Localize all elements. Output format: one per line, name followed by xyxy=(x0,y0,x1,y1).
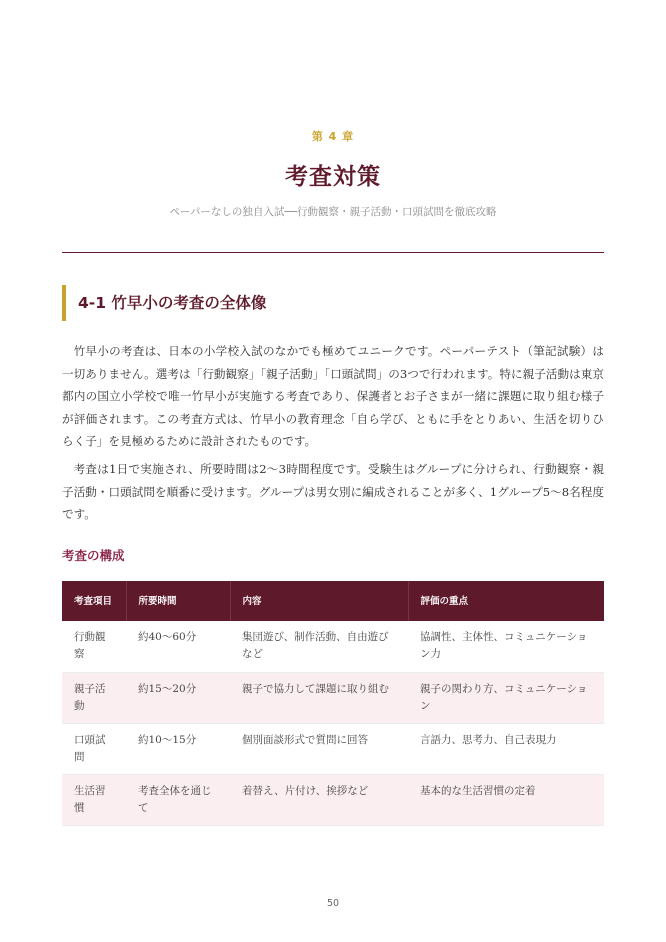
table-cell: 約40〜60分 xyxy=(126,621,230,672)
table-cell: 口頭試問 xyxy=(62,723,126,774)
table-cell: 個別面談形式で質問に回答 xyxy=(230,723,408,774)
table-heading: 考査の構成 xyxy=(62,548,125,563)
column-header: 内容 xyxy=(230,581,408,621)
title-divider xyxy=(62,252,604,253)
table-row xyxy=(62,723,604,774)
table-row xyxy=(62,621,604,672)
chapter-title: 考査対策 xyxy=(285,164,381,190)
column-header: 所要時間 xyxy=(126,581,230,621)
page-number: 50 xyxy=(326,898,340,909)
table-cell: 行動観察 xyxy=(62,621,126,672)
column-header: 考査項目 xyxy=(62,581,126,621)
table-cell: 約10〜15分 xyxy=(126,723,230,774)
table-cell: 言語力、思考力、自己表現力 xyxy=(408,723,604,774)
table-cell: 約15〜20分 xyxy=(126,672,230,723)
table-cell: 親子の関わり方、コミュニケーション xyxy=(408,672,604,723)
chapter-subtitle: ペーパーなしの独自入試──行動観察・親子活動・口頭試問を徹底攻略 xyxy=(169,206,497,218)
table-cell: 協調性、主体性、コミュニケーション力 xyxy=(408,621,604,672)
table-cell: 集団遊び、制作活動、自由遊びなど xyxy=(230,621,408,672)
table-cell: 基本的な生活習慣の定着 xyxy=(408,774,604,825)
table-cell: 親子で協力して課題に取り組む xyxy=(230,672,408,723)
table-row xyxy=(62,774,604,825)
section-heading: 4-1 竹早小の考査の全体像 xyxy=(62,285,266,321)
body-paragraph: 考査は1日で実施され、所要時間は2〜3時間程度です。受験生はグループに分けられ、行動観察・親子活動・口頭試問を順番に受けます。グループは男女別に編成されることが多く、1グループ5〜8名程度です。 xyxy=(62,462,604,522)
body-paragraph: 竹早小の考査は、日本の小学校入試のなかでも極めてユニークです。ペーパーテスト（筆記試験）は一切ありません。選考は「行動観察」「親子活動」「口頭試問」の3つで行われます。特に親子活動は東京都内の国立小学校で唯一竹早小が実施する考査であり、保護者とお子さまが一緒に課題に取り組む様子が評価されます。この考査方式は、竹早小の教育理念「自ら学び、ともに手をとりあい、生活を切りひらく子」を見極めるために設計されたものです。 xyxy=(62,344,604,449)
chapter-label: 第 4 章 xyxy=(311,130,355,143)
table-cell: 生活習慣 xyxy=(62,774,126,825)
table-row xyxy=(62,672,604,723)
table-cell: 着替え、片付け、挨拶など xyxy=(230,774,408,825)
table-cell: 考査全体を通じて xyxy=(126,774,230,825)
table-header-row xyxy=(62,581,604,621)
exam-structure-table xyxy=(62,581,604,826)
table-cell: 親子活動 xyxy=(62,672,126,723)
column-header: 評価の重点 xyxy=(408,581,604,621)
